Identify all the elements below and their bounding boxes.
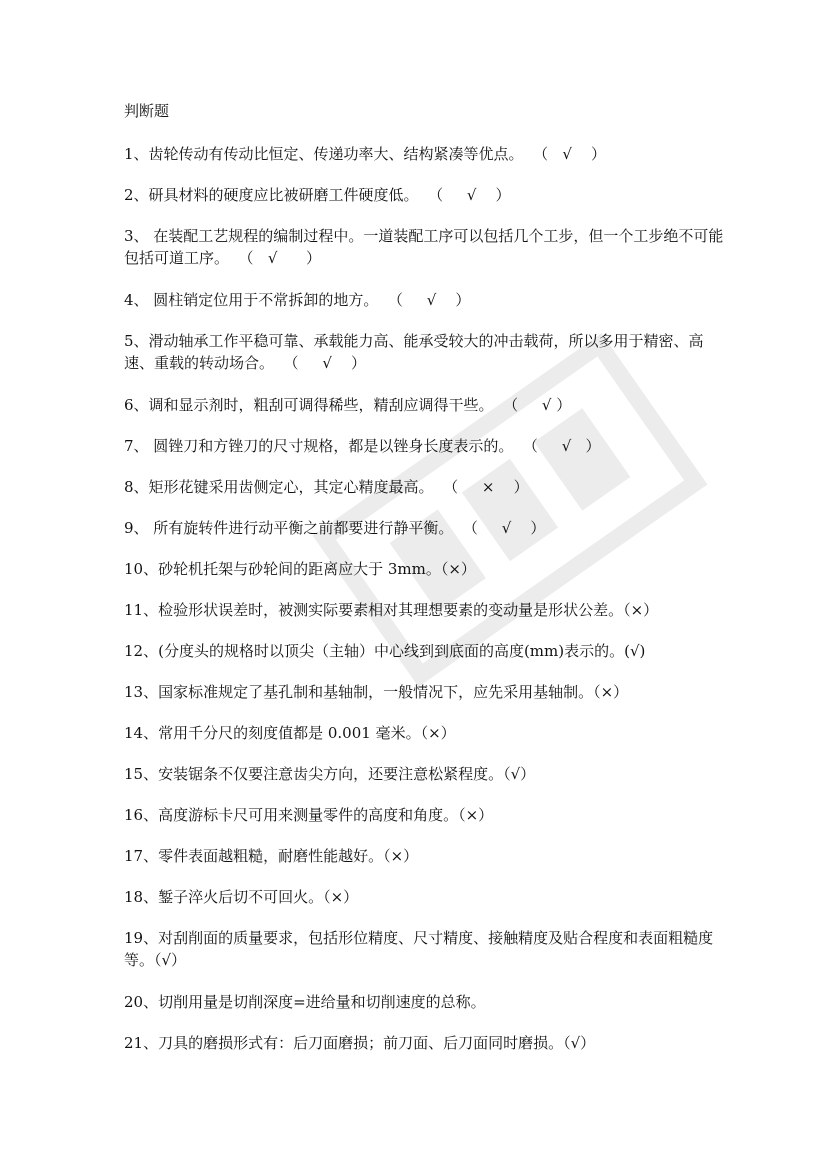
question-item: 7、 圆锉刀和方锉刀的尺寸规格，都是以锉身长度表示的。 （ √ ） xyxy=(124,437,601,455)
question-item: 1、齿轮传动有传动比恒定、传递功率大、结构紧凑等优点。 （ √ ） xyxy=(124,145,607,163)
question-item: 13、国家标准规定了基孔制和基轴制，一般情况下，应先采用基轴制。（×） xyxy=(124,683,629,701)
question-item: 18、錾子淬火后切不可回火。（×） xyxy=(124,888,359,906)
question-item: 9、 所有旋转件进行动平衡之前都要进行静平衡。 （ √ ） xyxy=(124,519,546,537)
question-item: 19、对刮削面的质量要求，包括形位精度、尺寸精度、接触精度及贴合程度和表面粗糙度等。（√） xyxy=(124,929,714,969)
page-title: 判断题 xyxy=(124,102,170,120)
question-item: 15、安装锯条不仅要注意齿尖方向，还要注意松紧程度。（√） xyxy=(124,765,536,783)
question-item: 2、研具材料的硬度应比被研磨工件硬度低。 （ √ ） xyxy=(124,186,511,204)
question-item: 17、零件表面越粗糙，耐磨性能越好。（×） xyxy=(124,847,419,865)
question-item: 21、刀具的磨损形式有：后刀面磨损；前刀面、后刀面同时磨损。（√） xyxy=(124,1034,596,1052)
question-item: 4、 圆柱销定位用于不常拆卸的地方。 （ √ ） xyxy=(124,291,471,309)
question-item: 16、高度游标卡尺可用来测量零件的高度和角度。（×） xyxy=(124,806,494,824)
question-item: 3、 在装配工艺规程的编制过程中。一道装配工序可以包括几个工步，但一个工步绝不可能包括可道工序。 （ √ ） xyxy=(124,227,724,267)
question-item: 10、砂轮机托架与砂轮间的距离应大于 3mm。（×） xyxy=(124,560,476,578)
question-item: 20、切削用量是切削深度=进给量和切削速度的总称。 xyxy=(124,993,486,1011)
question-item: 14、常用千分尺的刻度值都是 0.001 毫米。（×） xyxy=(124,724,456,742)
question-item: 12、(分度头的规格时以顶尖（主轴）中心线到到底面的高度(mm)表示的。(√) xyxy=(124,642,646,660)
question-item: 11、检验形状误差时，被测实际要素相对其理想要素的变动量是形状公差。（×） xyxy=(124,601,659,619)
question-item: 5、滑动轴承工作平稳可靠、承载能力高、能承受较大的冲击载荷，所以多用于精密、高速、重载的转动场合。 （ √ ） xyxy=(124,332,704,372)
question-item: 8、矩形花键采用齿侧定心，其定心精度最高。 （ × ） xyxy=(124,478,529,496)
question-item: 6、调和显示剂时，粗刮可调得稀些，精刮应调得干些。 （ √ ） xyxy=(124,396,572,414)
document-page xyxy=(124,101,724,1073)
